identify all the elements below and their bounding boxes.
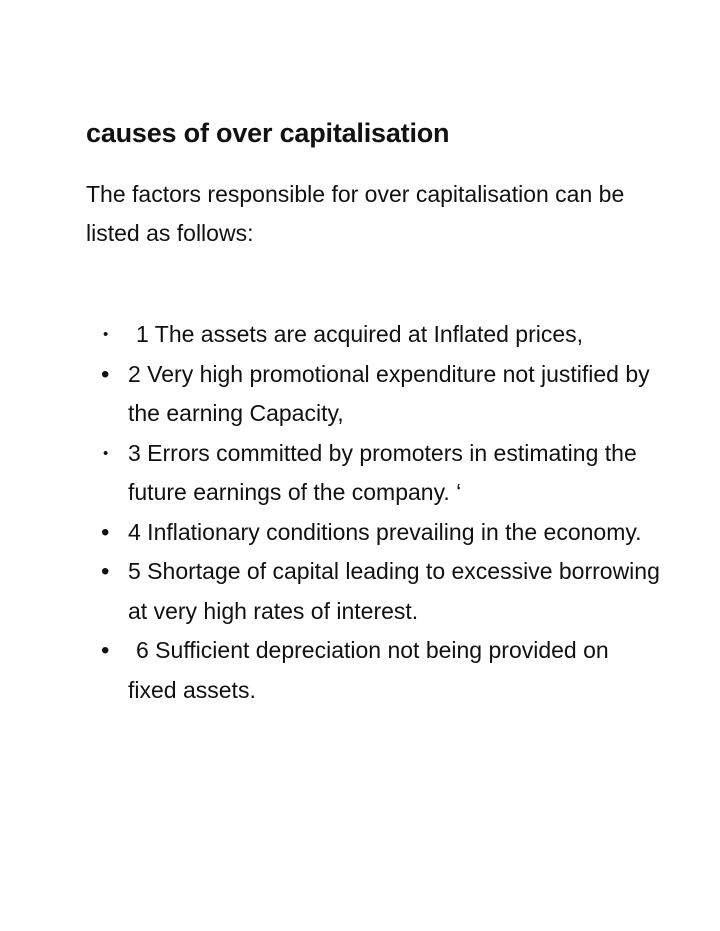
bullet-icon: • [103, 326, 109, 343]
list-item [100, 355, 660, 434]
bullet-icon: • [101, 558, 110, 585]
list-item [100, 315, 660, 355]
list-item-text: 6 Sufficient depreciation not being provided on fixed assets. [128, 637, 609, 703]
list-item [100, 552, 660, 631]
bullet-icon: • [103, 444, 109, 462]
bullet-icon: • [101, 518, 110, 546]
list-item-text: 5 Shortage of capital leading to excessive borrowing at very high rates of interest. [128, 558, 660, 624]
list-item [100, 513, 660, 553]
list-item-text: 1 The assets are acquired at Inflated prices, [136, 321, 584, 347]
page-title: causes of over capitalisation [86, 118, 450, 148]
causes-list [100, 315, 660, 710]
list-item-text: 2 Very high promotional expenditure not justified by the earning Capacity, [128, 360, 650, 426]
intro-paragraph: The factors responsible for over capitalisation can be listed as follows: [86, 181, 625, 246]
bullet-icon: • [101, 360, 110, 388]
list-item [100, 434, 660, 513]
list-item [100, 631, 660, 710]
list-item-text: 4 Inflationary conditions prevailing in the economy. [128, 518, 642, 545]
bullet-icon: • [101, 637, 110, 664]
list-item-text: 3 Errors committed by promoters in estimating the future earnings of the company. ‘ [128, 439, 637, 505]
